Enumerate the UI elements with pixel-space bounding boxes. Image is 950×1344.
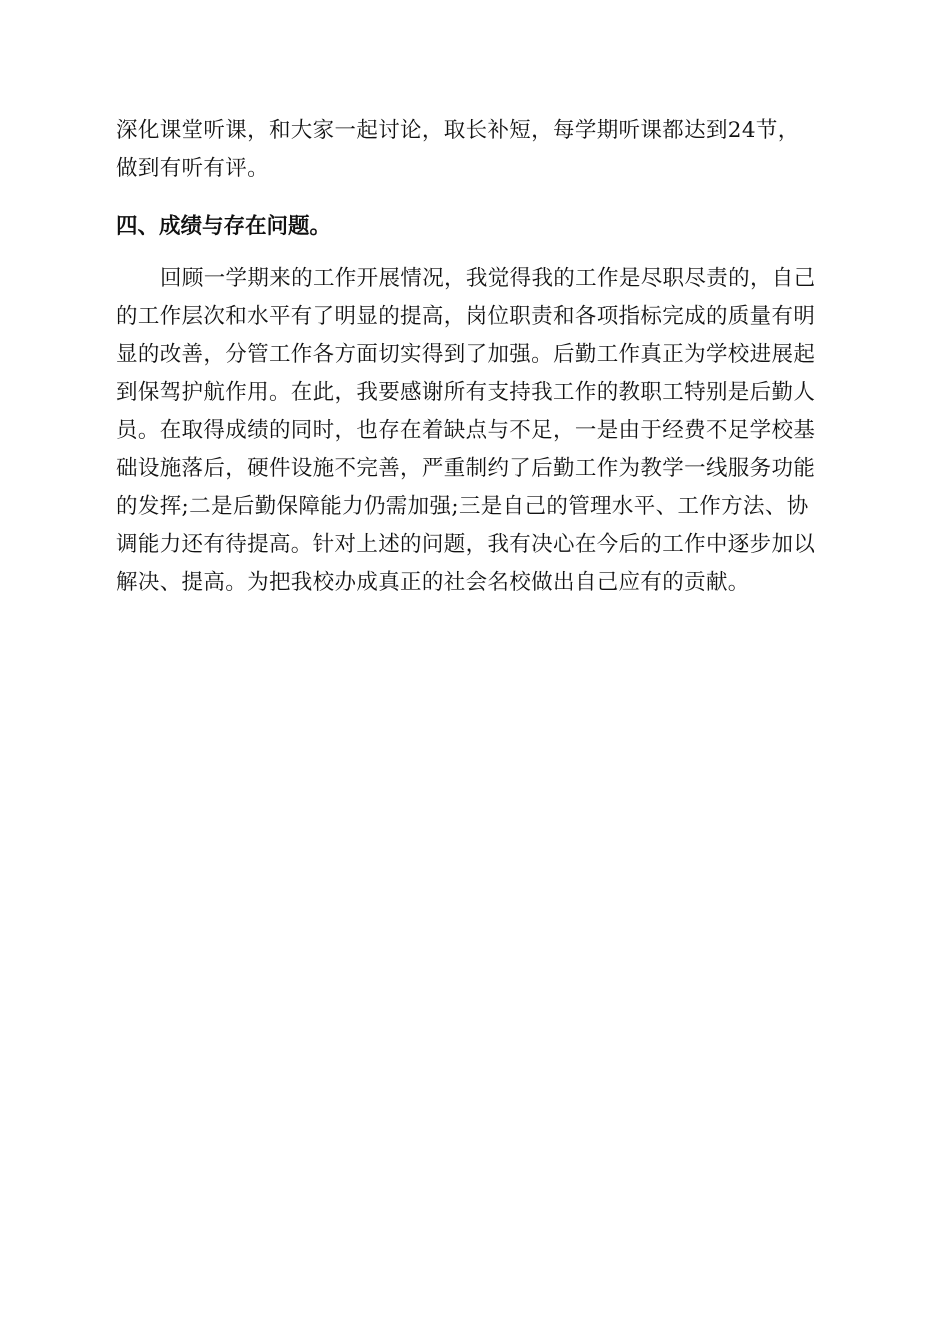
paragraph-line: 到保驾护航作用。在此，我要感谢所有支持我工作的教职工特别是后勤人 — [116, 380, 816, 405]
document-body — [116, 112, 838, 602]
section-heading: 四、成绩与存在问题。 — [116, 214, 332, 239]
paragraph-line: 做到有听有评。 — [116, 156, 269, 181]
paragraph-line: 显的改善，分管工作各方面切实得到了加强。后勤工作真正为学校进展起 — [116, 342, 816, 367]
paragraph-listening-classes — [116, 112, 838, 188]
paragraph-line: 解决、提高。为把我校办成真正的社会名校做出自己应有的贡献。 — [116, 570, 750, 595]
paragraph-line: 回顾一学期来的工作开展情况，我觉得我的工作是尽职尽责的，自己 — [160, 266, 816, 291]
paragraph-line: 的发挥;二是后勤保障能力仍需加强;三是自己的管理水平、工作方法、协 — [116, 494, 809, 519]
paragraph-achievements-and-problems — [116, 260, 838, 602]
paragraph-line: 的工作层次和水平有了明显的提高，岗位职责和各项指标完成的质量有明 — [116, 304, 816, 329]
paragraph-line: 深化课堂听课，和大家一起讨论，取长补短，每学期听课都达到24节， — [116, 118, 800, 143]
paragraph-line: 员。在取得成绩的同时，也存在着缺点与不足，一是由于经费不足学校基 — [116, 418, 816, 443]
paragraph-line: 调能力还有待提高。针对上述的问题，我有决心在今后的工作中逐步加以 — [116, 532, 816, 557]
paragraph-line: 础设施落后，硬件设施不完善，严重制约了后勤工作为教学一线服务功能 — [116, 456, 816, 481]
